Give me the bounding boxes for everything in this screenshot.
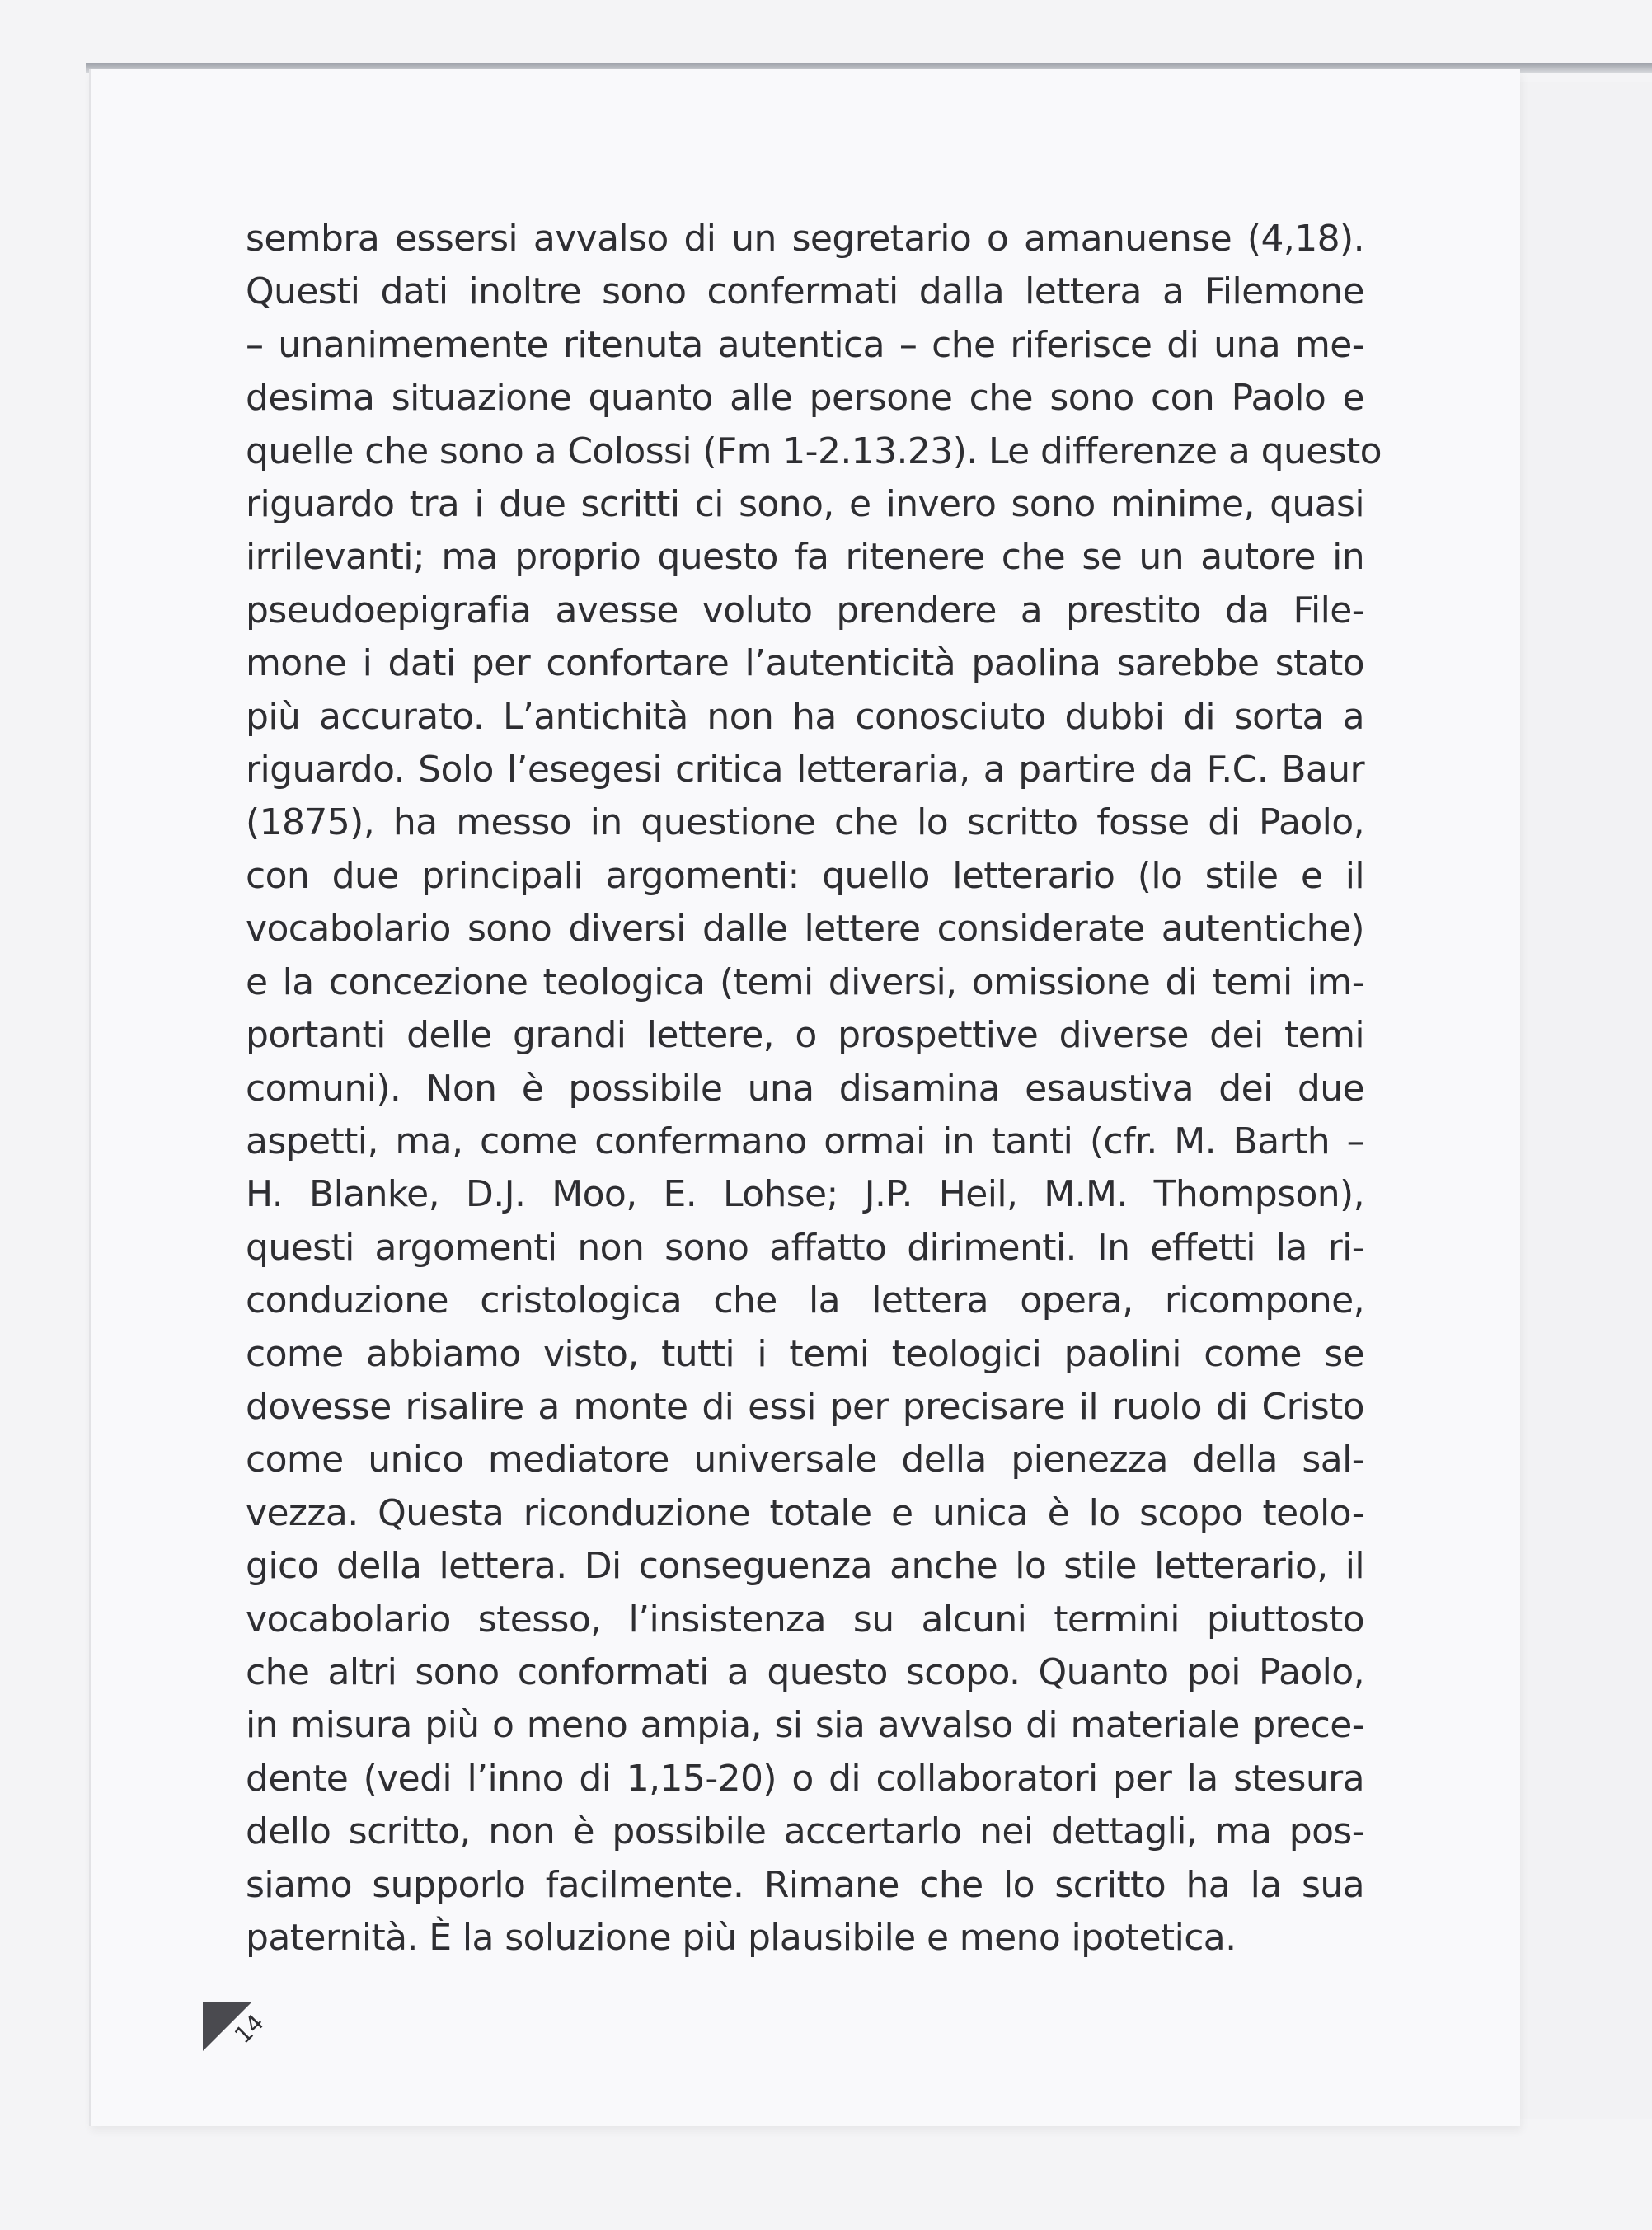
- text-line: desima situazione quanto alle persone che sono con Paolo e: [246, 377, 1364, 420]
- text-line: siamo supporlo facilmente. Rimane che lo scritto ha la sua: [246, 1863, 1364, 1906]
- text-line: riguardo tra i due scritti ci sono, e invero sono minime, quasi: [246, 483, 1364, 526]
- text-line: conduzione cristologica che la lettera opera, ricompone,: [246, 1279, 1364, 1322]
- text-line: – unanimemente ritenuta autentica – che riferisce di una me-: [246, 323, 1364, 366]
- text-line: dovesse risalire a monte di essi per precisare il ruolo di Cristo: [246, 1385, 1364, 1428]
- text-line: portanti delle grandi lettere, o prospettive diverse dei temi: [246, 1014, 1364, 1057]
- page-number: 14: [229, 2008, 270, 2049]
- text-line: paternità. È la soluzione più plausibile e meno ipotetica.: [246, 1917, 1237, 1959]
- facing-page-edge: [1518, 82, 1652, 2119]
- text-line: come abbiamo visto, tutti i temi teologici paolini come se: [246, 1332, 1364, 1375]
- text-line: sembra essersi avvalso di un segretario o amanuense (4,18).: [246, 218, 1364, 260]
- body-text: [246, 213, 1382, 1965]
- text-line: aspetti, ma, come confermano ormai in tanti (cfr. M. Barth –: [246, 1120, 1364, 1162]
- text-line: comuni). Non è possibile una disamina esaustiva dei due: [246, 1067, 1364, 1110]
- text-line: dente (vedi l’inno di 1,15-20) o di collaboratori per la stesura: [246, 1757, 1364, 1800]
- text-line: gico della lettera. Di conseguenza anche lo stile letterario, il: [246, 1545, 1364, 1588]
- text-line: vocabolario sono diversi dalle lettere considerate autentiche): [246, 908, 1364, 951]
- text-line: mone i dati per confortare l’autenticità paolina sarebbe stato: [246, 642, 1364, 685]
- text-line: in misura più o meno ampia, si sia avvalso di materiale prece-: [246, 1704, 1364, 1747]
- text-line: H. Blanke, D.J. Moo, E. Lohse; J.P. Heil, M.M. Thompson),: [246, 1173, 1364, 1216]
- text-line: (1875), ha messo in questione che lo scritto fosse di Paolo,: [246, 801, 1364, 844]
- text-line: vocabolario stesso, l’insistenza su alcuni termini piuttosto: [246, 1598, 1364, 1641]
- text-line: dello scritto, non è possibile accertarlo nei dettagli, ma pos-: [246, 1810, 1364, 1853]
- text-line: quelle che sono a Colossi (Fm 1-2.13.23). Le differenze a questo: [246, 430, 1382, 472]
- text-line: pseudoepigrafia avesse voluto prendere a prestito da File-: [246, 589, 1364, 631]
- text-line: e la concezione teologica (temi diversi, omissione di temi im-: [246, 960, 1364, 1003]
- text-line: questi argomenti non sono affatto dirimenti. In effetti la ri-: [246, 1226, 1364, 1269]
- text-line: riguardo. Solo l’esegesi critica letteraria, a partire da F.C. Baur: [246, 749, 1364, 791]
- text-line: più accurato. L’antichità non ha conosciuto dubbi di sorta a: [246, 695, 1364, 738]
- text-line: che altri sono conformati a questo scopo. Quanto poi Paolo,: [246, 1650, 1364, 1693]
- text-line: vezza. Questa riconduzione totale e unica è lo scopo teolo-: [246, 1491, 1364, 1534]
- text-line: Questi dati inoltre sono confermati dalla lettera a Filemone: [246, 270, 1364, 313]
- text-line: con due principali argomenti: quello letterario (lo stile e il: [246, 854, 1364, 897]
- text-line: irrilevanti; ma proprio questo fa ritenere che se un autore in: [246, 536, 1364, 579]
- text-line: come unico mediatore universale della pienezza della sal-: [246, 1439, 1364, 1481]
